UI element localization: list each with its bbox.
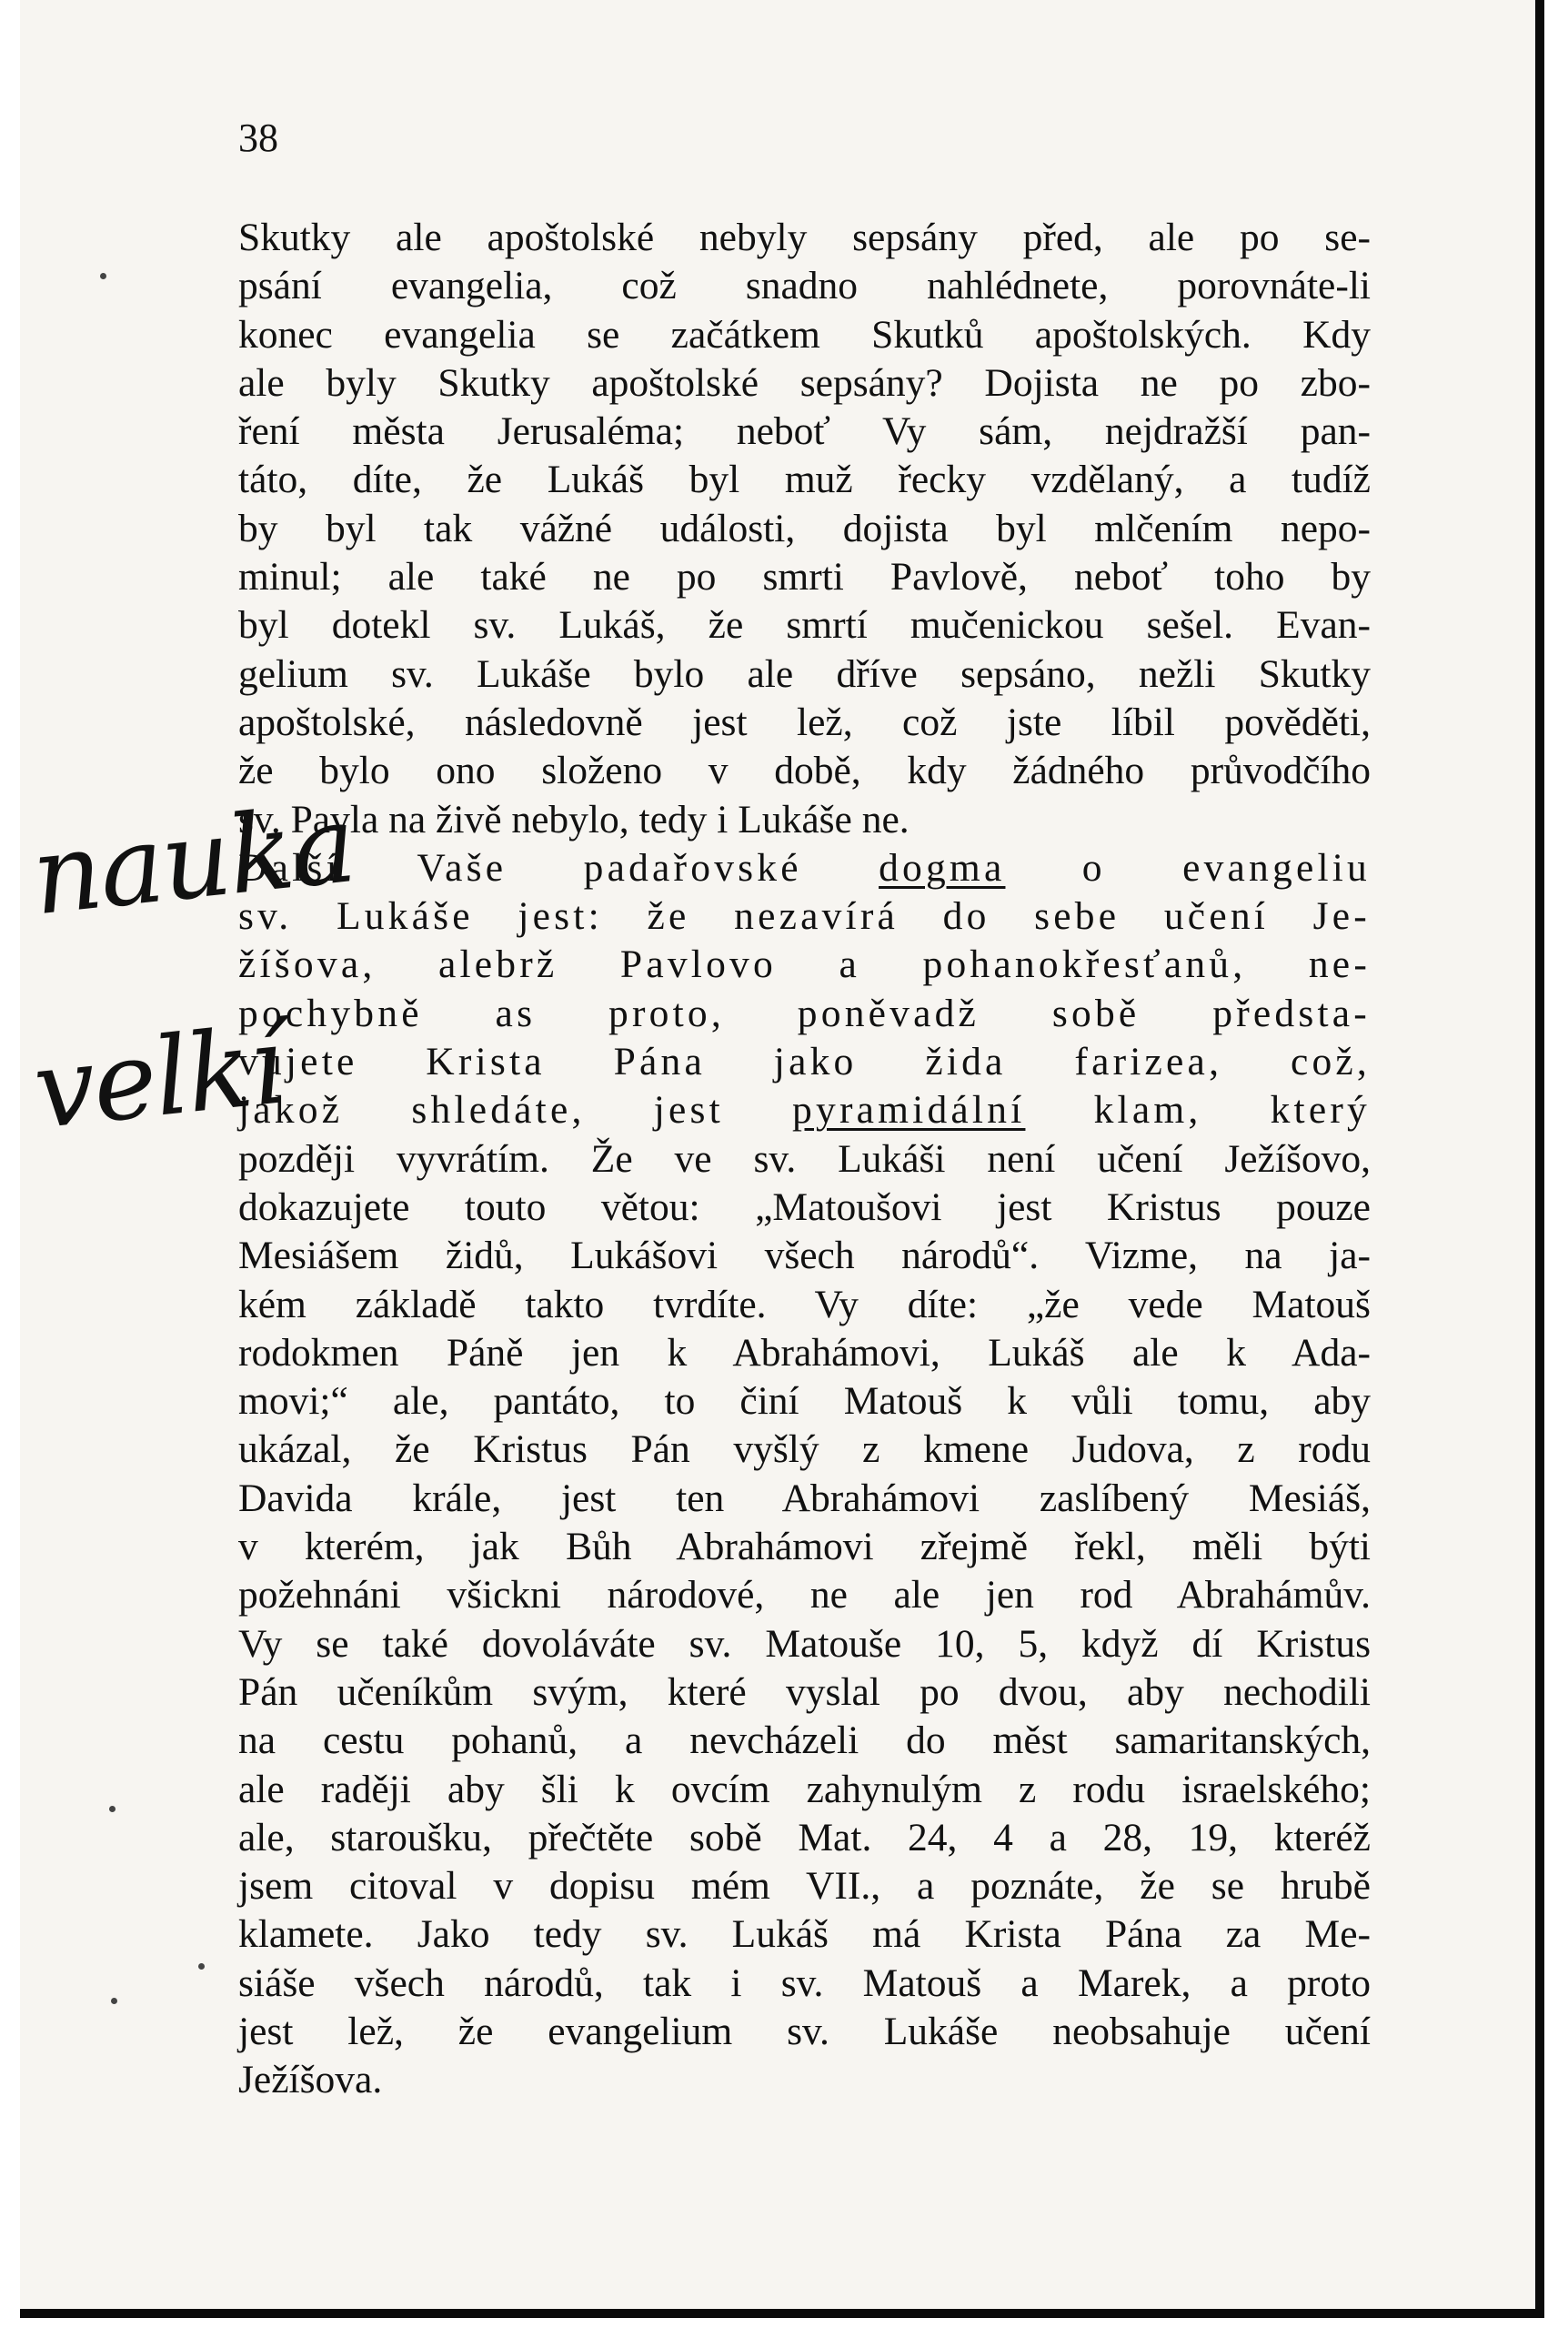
spaced-text-line — [238, 941, 1371, 989]
paper-speck — [198, 1963, 205, 1970]
text-line: rodokmen Páně jen k Abrahámovi, Lukáš ale k Ada- — [238, 1330, 1371, 1375]
text-line: by byl tak vážné události, dojista byl mlčením nepo- — [238, 506, 1371, 550]
text-line: ale byly Skutky apoštolské sepsány? Dojista ne po zbo- — [238, 360, 1371, 405]
paper-speck — [111, 1998, 117, 2004]
text-line: minul; ale také ne po smrti Pavlově, neboť toho by — [238, 555, 1371, 600]
spaced-text-line — [238, 990, 1371, 1038]
underlined-word: pyramidální — [792, 1088, 1026, 1133]
text-line: sv. Pavla na živě nebylo, tedy i Lukáše ne. — [238, 797, 910, 841]
text-segment: pochybně as proto, poněvadž sobě předsta- — [238, 991, 1371, 1035]
spaced-text-line — [238, 844, 1371, 892]
text-segment: o evangeliu — [1005, 845, 1371, 890]
text-segment: žíšova, alebrž Pavlovo a pohanokřesťanů, ne- — [238, 942, 1371, 987]
text-line: požehnáni všickni národové, ne ale jen rod Abrahámův. — [238, 1573, 1371, 1617]
text-line: jsem citoval v dopisu mém VII., a poznáte, že se hrubě — [238, 1864, 1371, 1909]
text-line: táto, díte, že Lukáš byl muž řecky vzdělaný, a tudíž — [238, 458, 1371, 502]
body-text — [238, 214, 1371, 2105]
text-segment: vujete Krista Pána jako žida farizea, což, — [238, 1040, 1371, 1084]
text-line: konec evangelia se začátkem Skutků apoštolských. Kdy — [238, 312, 1371, 357]
spaced-text-line — [238, 1038, 1371, 1086]
text-line: v kterém, jak Bůh Abrahámovi zřejmě řekl, měli býti — [238, 1525, 1371, 1569]
text-line: klamete. Jako tedy sv. Lukáš má Krista Pána za Me- — [238, 1912, 1371, 1957]
spaced-text-line — [238, 892, 1371, 941]
text-line: Ježíšova. — [238, 2058, 383, 2102]
text-line: dokazujete touto větou: „Matoušovi jest Kristus pouze — [238, 1184, 1371, 1229]
text-line: jest lež, že evangelium sv. Lukáše neobsahuje učení — [238, 2009, 1371, 2053]
underlined-word: dogma — [879, 845, 1006, 890]
text-line: že bylo ono složeno v době, kdy žádného průvodčího — [238, 749, 1371, 793]
page-number: 38 — [238, 116, 278, 160]
text-segment: sv. Lukáše jest: že nezavírá do sebe učení Je- — [238, 894, 1371, 939]
text-line: Mesiášem židů, Lukášovi všech národů“. Vizme, na ja- — [238, 1234, 1371, 1278]
text-line: ření města Jerusaléma; neboť Vy sám, nejdražší pan- — [238, 409, 1371, 454]
text-line: Vy se také dovoláváte sv. Matouše 10, 5, když dí Kristus — [238, 1621, 1371, 1666]
handwritten-margin-note-1: nauka — [25, 781, 360, 940]
paragraph-1 — [238, 214, 1371, 844]
text-line: byl dotekl sv. Lukáš, že smrtí mučenickou sešel. Evan- — [238, 603, 1371, 648]
text-line: Skutky ale apoštolské nebyly sepsány před, ale po se- — [238, 216, 1371, 259]
paper-speck — [109, 1806, 116, 1812]
paper-speck — [100, 273, 106, 279]
text-segment: jakož shledáte, jest — [238, 1088, 793, 1133]
text-segment: klam, který — [1025, 1088, 1371, 1133]
handwritten-margin-note-2: velkí — [27, 1002, 289, 1154]
book-page — [20, 0, 1544, 2318]
text-segment: Další Vaše padařovské — [238, 845, 879, 890]
text-line: apoštolské, následovně jest lež, což jste líbil pověděti, — [238, 700, 1371, 744]
text-line: ale raději aby šli k ovcím zahynulým z rodu israelského; — [238, 1767, 1371, 1811]
text-line: na cestu pohanů, a nevcházeli do měst samaritanských, — [238, 1718, 1371, 1763]
text-line: gelium sv. Lukáše bylo ale dříve sepsáno, nežli Skutky — [238, 651, 1371, 696]
text-line: později vyvrátím. Že ve sv. Lukáši není učení Ježíšovo, — [238, 1136, 1371, 1181]
text-line: movi;“ ale, pantáto, to činí Matouš k vůli tomu, aby — [238, 1379, 1371, 1424]
paragraph-2 — [238, 844, 1371, 2105]
text-line: siáše všech národů, tak i sv. Matouš a Marek, a proto — [238, 1960, 1371, 2005]
text-line: Davida krále, jest ten Abrahámovi zaslíbený Mesiáš, — [238, 1476, 1371, 1520]
spaced-text-line — [238, 1086, 1371, 1134]
text-line: kém základě takto tvrdíte. Vy díte: „že vede Matouš — [238, 1282, 1371, 1326]
text-line: ukázal, že Kristus Pán vyšlý z kmene Judova, z rodu — [238, 1427, 1371, 1472]
text-line: Pán učeníkům svým, které vyslal po dvou, aby nechodili — [238, 1669, 1371, 1714]
text-line: psání evangelia, což snadno nahlédnete, porovnáte-li — [238, 264, 1371, 308]
text-line: ale, staroušku, přečtěte sobě Mat. 24, 4 a 28, 19, kteréž — [238, 1815, 1371, 1859]
